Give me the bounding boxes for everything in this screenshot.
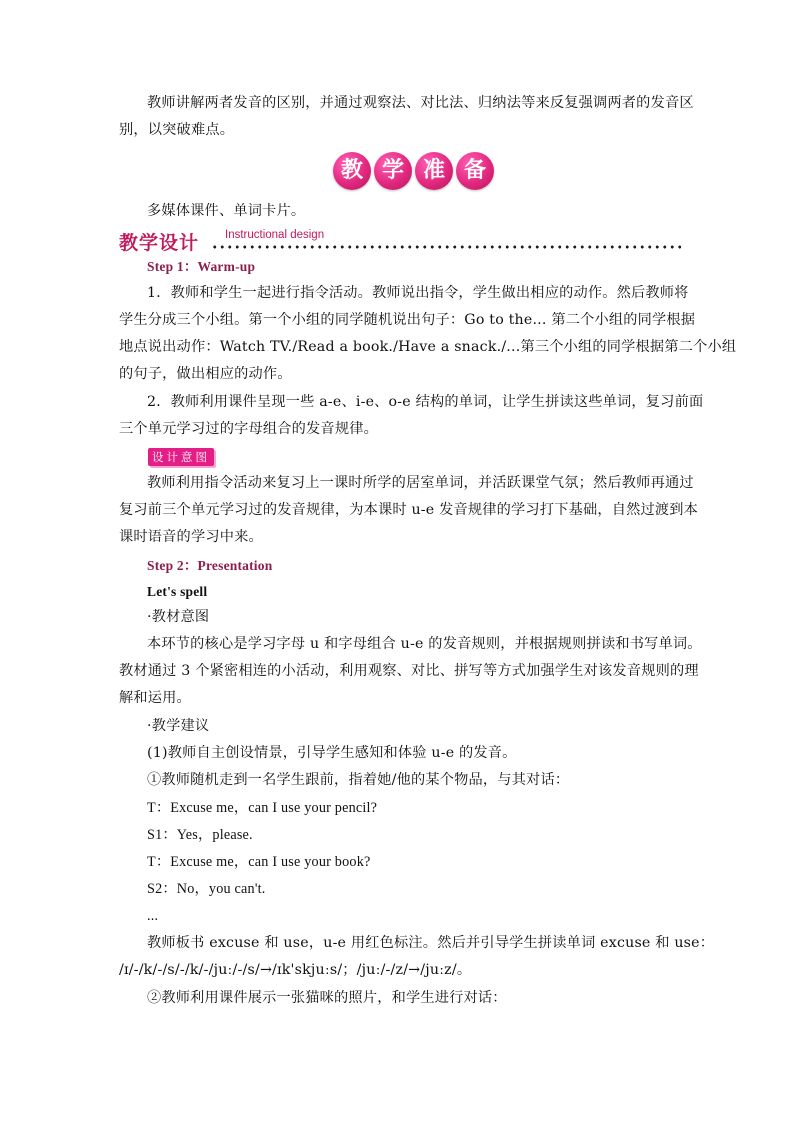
paragraph-line: 教材通过 3 个紧密相连的小活动，利用观察、对比、拼写等方式加强学生对该发音规则的理 (119, 663, 699, 679)
intro-line-1: 教师讲解两者发音的区别，并通过观察法、对比法、归纳法等来反复强调两者的发音区 (147, 95, 694, 111)
intro-line-2: 别，以突破难点。 (119, 122, 235, 138)
instructional-design-header (119, 228, 681, 252)
paragraph-line: 2．教师利用课件呈现一些 a-e、i-e、o-e 结构的单词，让学生拼读这些单词，复习前面 (147, 394, 704, 410)
design-intent-tag: 设计意图 (148, 448, 214, 466)
ellipsis: ... (147, 908, 159, 924)
paragraph-line: 学生分成三个小组。第一个小组的同学随机说出句子：Go to the... 第二个小组的同学根据 (119, 312, 696, 328)
paragraph-line: 本环节的核心是学习字母 u 和字母组合 u-e 的发音规则，并根据规则拼读和书写单词。 (147, 636, 702, 652)
step1-heading: Step 1：Warm-up (147, 259, 256, 274)
phonetic-line: /ɪ/-/k/-/s/-/k/-/juː/-/s/→/ɪk'skjuːs/；/juː/-/z/→/juːz/。 (119, 962, 472, 978)
section-subtitle: Instructional design (225, 229, 325, 241)
paragraph-line: 地点说出动作：Watch TV./Read a book./Have a snack./...第三个小组的同学根据第二个小组 (119, 339, 737, 355)
dialogue-line: T：Excuse me，can I use your book? (147, 854, 371, 870)
paragraph-line: 1．教师和学生一起进行指令活动。教师说出指令，学生做出相应的动作。然后教师将 (147, 285, 689, 301)
paragraph-line: 的句子，做出相应的动作。 (119, 366, 292, 382)
paragraph-line: 教师利用指令活动来复习上一课时所学的居室单词，并活跃课堂气氛；然后教师再通过 (147, 475, 694, 491)
banner-char: 教 (333, 152, 371, 190)
dotted-rule (211, 245, 681, 249)
paragraph-line: 复习前三个单元学习过的发音规律，为本课时 u-e 发音规律的学习打下基础，自然过渡到本 (119, 502, 699, 518)
banner-char: 备 (456, 152, 494, 190)
teaching-preparation-banner (333, 152, 494, 192)
paragraph-line: (1)教师自主创设情景，引导学生感知和体验 u-e 的发音。 (147, 745, 517, 761)
banner-char: 准 (415, 152, 453, 190)
paragraph-line: 三个单元学习过的字母组合的发音规律。 (119, 421, 378, 437)
banner-char: 学 (374, 152, 412, 190)
dialogue-line: T：Excuse me，can I use your pencil? (147, 800, 378, 816)
section-title: 教学设计 (119, 232, 200, 254)
step2-heading: Step 2：Presentation (147, 558, 273, 573)
paragraph-line: 解和运用。 (119, 690, 191, 706)
teaching-advice-label: ·教学建议 (147, 718, 210, 734)
paragraph-line: 课时语音的学习中来。 (119, 529, 263, 545)
paragraph-line: ①教师随机走到一名学生跟前，指着她/他的某个物品，与其对话： (147, 772, 570, 788)
lets-spell-heading: Let's spell (147, 584, 208, 599)
paragraph-line: ②教师利用课件展示一张猫咪的照片，和学生进行对话： (147, 990, 507, 1006)
dialogue-line: S2：No，you can't. (147, 881, 266, 897)
paragraph-line: 教师板书 excuse 和 use，u-e 用红色标注。然后并引导学生拼读单词 excuse 和 use： (147, 935, 715, 951)
preparation-text: 多媒体课件、单词卡片。 (147, 203, 306, 219)
dialogue-line: S1：Yes，please. (147, 827, 253, 843)
material-intent-label: ·教材意图 (147, 609, 210, 625)
